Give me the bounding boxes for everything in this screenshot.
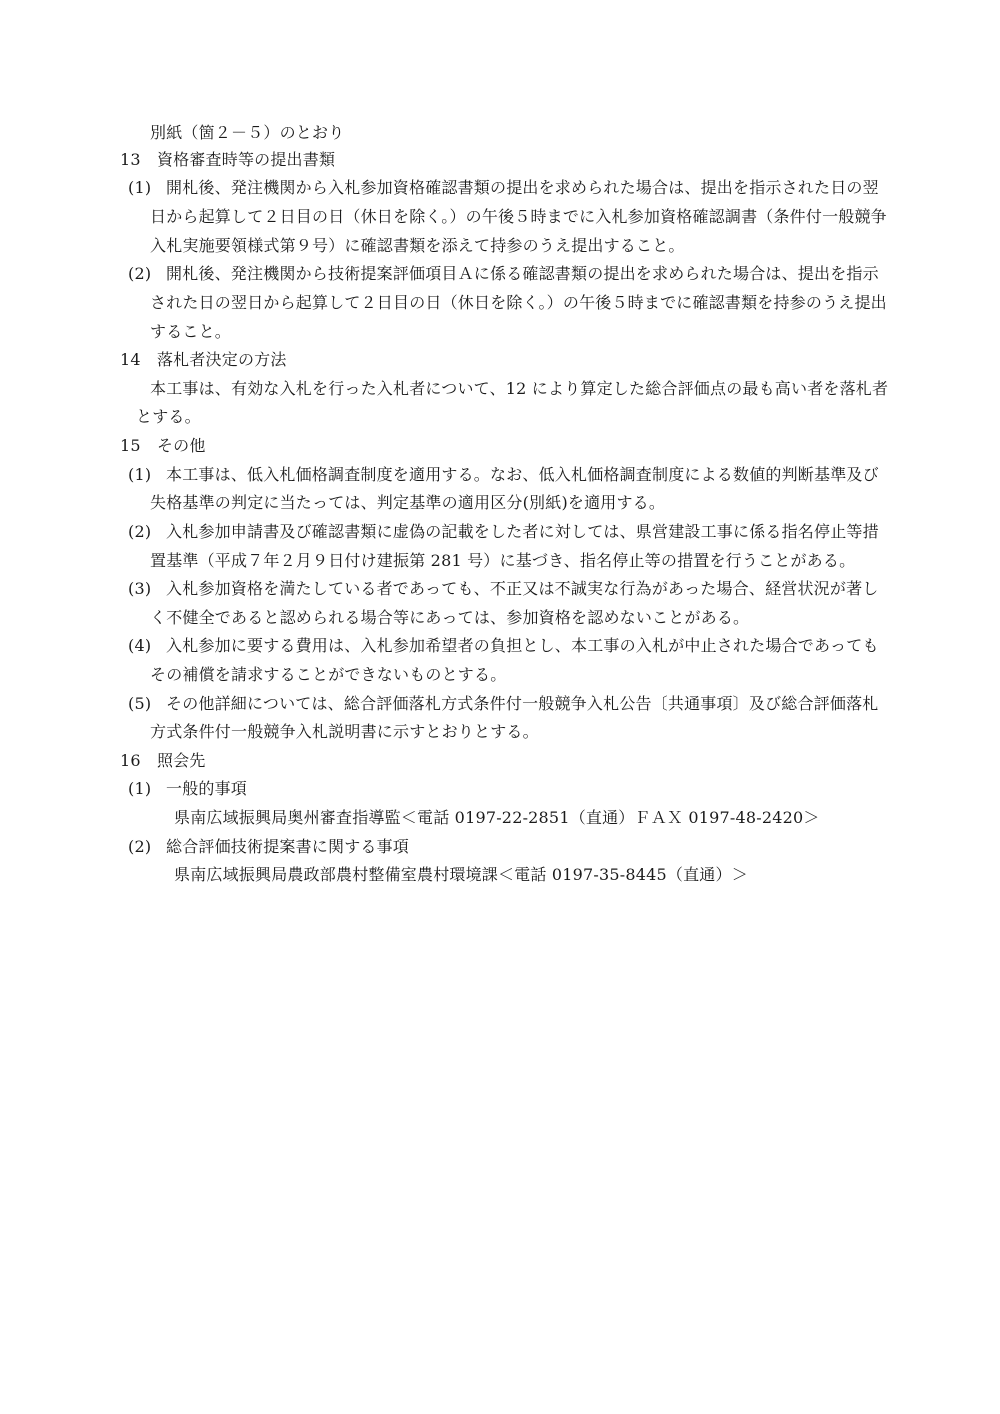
section-13-item-2-number: (2) xyxy=(128,264,152,283)
section-13-item-2-line-3: すること。 xyxy=(150,322,232,341)
section-16-heading: 16 照会先 xyxy=(120,751,206,770)
section-15-item-1-number: (1) xyxy=(128,465,152,484)
section-15-item-2-line-1: 入札参加申請書及び確認書類に虚偽の記載をした者に対しては、県営建設工事に係る指名停止等措 xyxy=(166,522,879,541)
section-15-item-4-line-2: その補償を請求することができないものとする。 xyxy=(150,665,507,684)
intro-line: 別紙（箇２－５）のとおり xyxy=(150,123,345,142)
section-14-line-1: 本工事は、有効な入札を行った入札者について、12 により算定した総合評価点の最も高い者を落札者 xyxy=(150,379,889,398)
section-16-item-1-contact: 県南広域振興局奥州審査指導監＜電話 0197-22-2851（直通）ＦＡＸ 0197-48-2420＞ xyxy=(174,808,820,827)
section-15-item-2-number: (2) xyxy=(128,522,152,541)
section-13-heading: 13 資格審査時等の提出書類 xyxy=(120,150,336,169)
section-13-item-2-line-1: 開札後、発注機関から技術提案評価項目Ａに係る確認書類の提出を求められた場合は、提出を指示 xyxy=(166,264,879,283)
section-15-item-5-line-1: その他詳細については、総合評価落札方式条件付一般競争入札公告〔共通事項〕及び総合評価落札 xyxy=(166,694,879,713)
section-13-item-1-number: (1) xyxy=(128,178,152,197)
section-16-item-2-contact: 県南広域振興局農政部農村整備室農村環境課＜電話 0197-35-8445（直通）＞ xyxy=(174,865,748,884)
section-15-item-3-number: (3) xyxy=(128,579,152,598)
section-15-item-1-line-1: 本工事は、低入札価格調査制度を適用する。なお、低入札価格調査制度による数値的判断基準及び xyxy=(166,465,879,484)
section-13-item-1-line-1: 開札後、発注機関から入札参加資格確認書類の提出を求められた場合は、提出を指示された日の翌 xyxy=(166,178,879,197)
section-15-item-4-number: (4) xyxy=(128,636,152,655)
section-15-item-2-line-2: 置基準（平成７年２月９日付け建振第 281 号）に基づき、指名停止等の措置を行うことがある。 xyxy=(150,551,856,570)
section-15-item-5-line-2: 方式条件付一般競争入札説明書に示すとおりとする。 xyxy=(150,722,539,741)
section-13-item-2-line-2: された日の翌日から起算して２日目の日（休日を除く。）の午後５時までに確認書類を持参のうえ提出 xyxy=(150,293,887,312)
section-16-item-2-number: (2) xyxy=(128,837,152,856)
section-14-heading: 14 落札者決定の方法 xyxy=(120,350,287,369)
section-15-item-5-number: (5) xyxy=(128,694,152,713)
section-14-line-2: とする。 xyxy=(136,407,201,426)
section-15-item-3-line-2: く不健全であると認められる場合等にあっては、参加資格を認めないことがある。 xyxy=(150,608,750,627)
section-16-item-1-title: 一般的事項 xyxy=(166,779,248,798)
section-16-item-1-number: (1) xyxy=(128,779,152,798)
section-15-item-4-line-1: 入札参加に要する費用は、入札参加希望者の負担とし、本工事の入札が中止された場合であっても xyxy=(166,636,879,655)
section-15-heading: 15 その他 xyxy=(120,436,206,455)
section-16-item-2-title: 総合評価技術提案書に関する事項 xyxy=(166,837,410,856)
section-15-item-1-line-2: 失格基準の判定に当たっては、判定基準の適用区分(別紙)を適用する。 xyxy=(150,493,666,512)
section-15-item-3-line-1: 入札参加資格を満たしている者であっても、不正又は不誠実な行為があった場合、経営状況が著し xyxy=(166,579,879,598)
section-13-item-1-line-2: 日から起算して２日目の日（休日を除く。）の午後５時までに入札参加資格確認調書（条件付一般競争 xyxy=(150,207,887,226)
section-13-item-1-line-3: 入札実施要領様式第９号）に確認書類を添えて持参のうえ提出すること。 xyxy=(150,236,685,255)
